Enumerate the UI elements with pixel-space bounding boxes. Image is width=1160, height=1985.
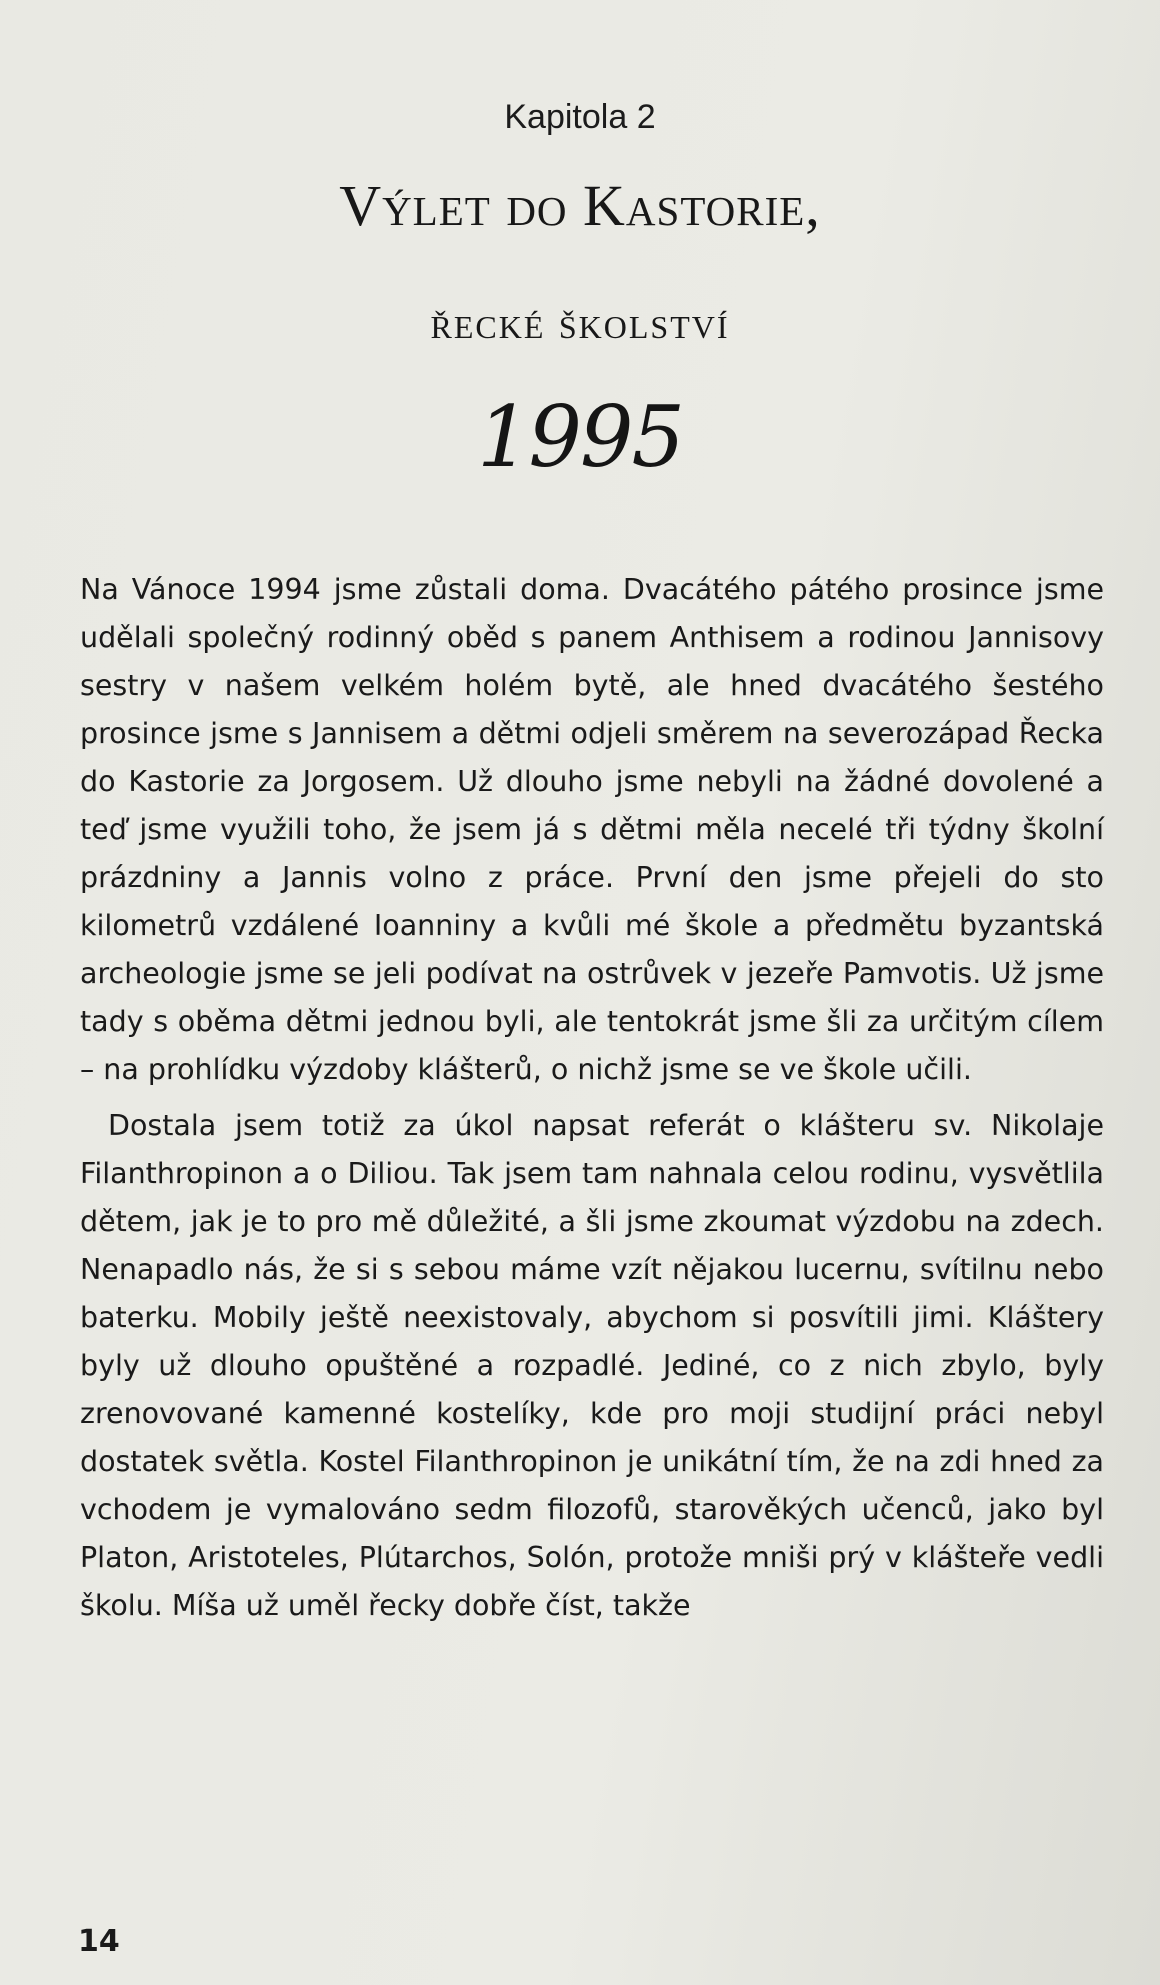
chapter-year: 1995 <box>477 388 683 486</box>
paragraph: Dostala jsem totiž za úkol napsat referát o klášteru sv. Nikolaje Filanthropinon a o Diliou. Tak jsem tam nahnala celou rodinu, vysvětlila dětem, jak je to pro mě důležité, a šli jsme zkoumat výzdobu na zdech. Nenapadlo nás, že si s sebou máme vzít nějakou lucernu, svítilnu nebo baterku. Mobily ještě neexistovaly, abychom si posvítili jimi. Kláštery byly už dlouho opuštěné a rozpadlé. Jediné, co z nich zbylo, byly zrenovované kamenné kostelíky, kde pro moji studijní práci nebyl dostatek světla. Kostel Filanthropinon je unikátní tím, že na zdi hned za vchodem je vymalováno sedm filozofů, starověkých učenců, jako byl Platon, Aristoteles, Plútarchos, Solón, protože mniši prý v klášteře vedli školu. Míša už uměl řecky dobře číst, takže <box>80 1109 1104 1622</box>
chapter-title: Výlet do Kastorie, <box>339 173 821 238</box>
chapter-subtitle: řecké školství <box>430 297 730 348</box>
paragraph: Na Vánoce 1994 jsme zůstali doma. Dvacátého pátého prosince jsme udělali společný rodinný oběd s panem Anthisem a rodinou Jannisovy sestry v našem velkém holém bytě, ale hned dvacátého šestého prosince jsme s Jannisem a dětmi odjeli směrem na severozápad Řecka do Kastorie za Jorgosem. Už dlouho jsme nebyli na žádné dovolené a teď jsme využili toho, že jsem já s dětmi měla necelé tři týdny školní prázdniny a Jannis volno z práce. První den jsme přejeli do sto kilometrů vzdálené Ioanniny a kvůli mé škole a předmětu byzantská archeologie jsme se jeli podívat na ostrůvek v jezeře Pamvotis. Už jsme tady s oběma dětmi jednou byli, ale tentokrát jsme šli za určitým cílem – na prohlídku výzdoby klášterů, o nichž jsme se ve škole učili. <box>80 573 1104 1086</box>
chapter-label: Kapitola 2 <box>504 98 656 136</box>
body-text <box>80 566 1104 1630</box>
page-number: 14 <box>78 1924 120 1959</box>
